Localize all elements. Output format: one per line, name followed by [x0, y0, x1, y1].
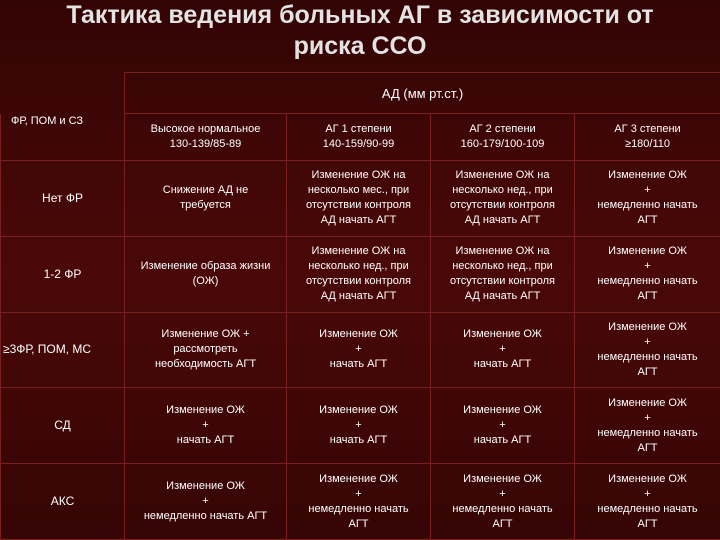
cell-text-line: несколько нед., при	[308, 260, 409, 273]
table-cell	[431, 312, 575, 388]
cell-text-line: Изменение ОЖ	[319, 472, 398, 485]
cell-text-line: АД начать АГТ	[320, 214, 397, 227]
table-cell	[575, 312, 720, 388]
column-header-stage-2: АГ 2 степени 160-179/100-109	[431, 114, 575, 161]
table-cell	[287, 388, 431, 464]
table-cell	[287, 161, 431, 237]
table-cell	[287, 312, 431, 388]
table-cell	[575, 388, 720, 464]
column-header-stage-3: АГ 3 степени ≥180/110	[575, 114, 720, 161]
cell-text-line: Изменение ОЖ	[463, 472, 542, 485]
cell-text-line: немедленно начать	[452, 502, 553, 515]
cell-text-line: начать АГТ	[473, 358, 532, 371]
row-label: Нет ФР	[1, 161, 125, 237]
title-line-1: Тактика ведения больных АГ в зависимости от	[66, 1, 654, 29]
header-row-ad	[1, 73, 720, 114]
cell-text-line: немедленно начать	[597, 199, 698, 212]
cell-text-line: начать АГТ	[329, 434, 388, 447]
cell-text-line: АГТ	[637, 441, 658, 454]
cell-text-line: Изменение ОЖ	[608, 320, 687, 333]
cell-text-line: Изменение ОЖ	[166, 404, 245, 417]
cell-text-line: Изменение ОЖ на	[311, 245, 406, 258]
cell-text-line: АГТ	[492, 517, 513, 530]
cell-text-line: начать АГТ	[473, 434, 532, 447]
cell-text-line: +	[202, 419, 209, 432]
cell-text-line: АД начать АГТ	[320, 290, 397, 303]
cell-text-line: немедленно начать	[597, 350, 698, 363]
risk-table	[0, 72, 720, 540]
table-cell	[125, 161, 287, 237]
cell-text-line: Изменение ОЖ	[166, 480, 245, 493]
column-header-high-normal: Высокое нормальное 130-139/85-89	[125, 114, 287, 161]
cell-text-line: Изменение ОЖ +	[161, 328, 250, 341]
cell-text-line: +	[644, 487, 651, 500]
cell-text-line: АГТ	[637, 517, 658, 530]
cell-text-line: немедленно начать	[597, 502, 698, 515]
cell-text-line: Изменение ОЖ	[608, 169, 687, 182]
row-1-2-risk-factors	[1, 236, 720, 312]
cell-text-line: Изменение ОЖ	[608, 472, 687, 485]
cell-text-line: Изменение ОЖ на	[455, 169, 550, 182]
cell-text-line: отсутствии контроля	[450, 275, 555, 288]
cell-text-line: АГТ	[637, 365, 658, 378]
cell-text-line: АГТ	[637, 290, 658, 303]
cell-text-line: немедленно начать	[597, 275, 698, 288]
cell-text-line: несколько мес., при	[307, 184, 410, 197]
cell-text-line: +	[355, 487, 362, 500]
header-row-stages	[1, 114, 720, 161]
cell-text-line: +	[644, 260, 651, 273]
cell-text-line: +	[499, 343, 506, 356]
cell-text-line: немедленно начать	[597, 426, 698, 439]
cell-text-line: +	[644, 335, 651, 348]
cell-text-line: +	[644, 411, 651, 424]
row-acs	[1, 464, 720, 540]
cell-text-line: Изменение образа жизни	[140, 260, 271, 273]
cell-text-line: +	[499, 419, 506, 432]
cell-text-line: необходимость АГТ	[154, 358, 257, 371]
cell-text-line: АД начать АГТ	[464, 290, 541, 303]
cell-text-line: Изменение ОЖ	[463, 404, 542, 417]
cell-text-line: несколько нед., при	[452, 260, 553, 273]
table-cell	[575, 464, 720, 540]
cell-text-line: отсутствии контроля	[450, 199, 555, 212]
cell-text-line: отсутствии контроля	[306, 199, 411, 212]
cell-text-line: Изменение ОЖ	[319, 404, 398, 417]
cell-text-line: Изменение ОЖ на	[455, 245, 550, 258]
table-cell	[125, 388, 287, 464]
cell-text-line: АД начать АГТ	[464, 214, 541, 227]
table-cell	[575, 236, 720, 312]
cell-text-line: Изменение ОЖ	[608, 245, 687, 258]
cell-text-line: Снижение АД не	[162, 184, 249, 197]
table-cell	[431, 388, 575, 464]
table-cell	[287, 236, 431, 312]
table-cell	[431, 161, 575, 237]
table-cell	[125, 464, 287, 540]
row-no-risk-factors	[1, 161, 720, 237]
row-label: СД	[1, 388, 125, 464]
row-label: ≥3ФР, ПОМ, МС	[1, 312, 125, 388]
cell-text-line: немедленно начать	[308, 502, 409, 515]
cell-text-line: +	[355, 343, 362, 356]
cell-text-line: начать АГТ	[176, 434, 235, 447]
cell-text-line: АГТ	[637, 214, 658, 227]
row-label: 1-2 ФР	[1, 236, 125, 312]
title-line-2: риска ССО	[293, 32, 427, 60]
cell-text-line: +	[355, 419, 362, 432]
table-cell	[431, 236, 575, 312]
table-cell	[575, 161, 720, 237]
cell-text-line: немедленно начать АГТ	[143, 510, 268, 523]
cell-text-line: Изменение ОЖ на	[311, 169, 406, 182]
cell-text-line: требуется	[180, 199, 231, 212]
table-cell	[125, 312, 287, 388]
cell-text-line: (ОЖ)	[192, 275, 219, 288]
cell-text-line: Изменение ОЖ	[463, 328, 542, 341]
table-cell	[287, 464, 431, 540]
ad-header: АД (мм рт.ст.)	[125, 73, 720, 114]
corner-cell	[1, 73, 125, 114]
cell-text-line: отсутствии контроля	[306, 275, 411, 288]
row-diabetes	[1, 388, 720, 464]
risk-table-container	[0, 72, 720, 540]
cell-text-line: Изменение ОЖ	[608, 396, 687, 409]
cell-text-line: +	[202, 495, 209, 508]
table-cell	[431, 464, 575, 540]
cell-text-line: +	[644, 184, 651, 197]
column-header-stage-1: АГ 1 степени 140-159/90-99	[287, 114, 431, 161]
row-3-plus-risk-factors	[1, 312, 720, 388]
cell-text-line: +	[499, 487, 506, 500]
cell-text-line: рассмотреть	[173, 343, 238, 356]
cell-text-line: несколько нед., при	[452, 184, 553, 197]
cell-text-line: Изменение ОЖ	[319, 328, 398, 341]
table-cell	[125, 236, 287, 312]
cell-text-line: АГТ	[348, 517, 369, 530]
row-label: АКС	[1, 464, 125, 540]
slide-title	[0, 0, 720, 62]
cell-text-line: начать АГТ	[329, 358, 388, 371]
fr-header: ФР, ПОМ и СЗ	[1, 114, 125, 161]
